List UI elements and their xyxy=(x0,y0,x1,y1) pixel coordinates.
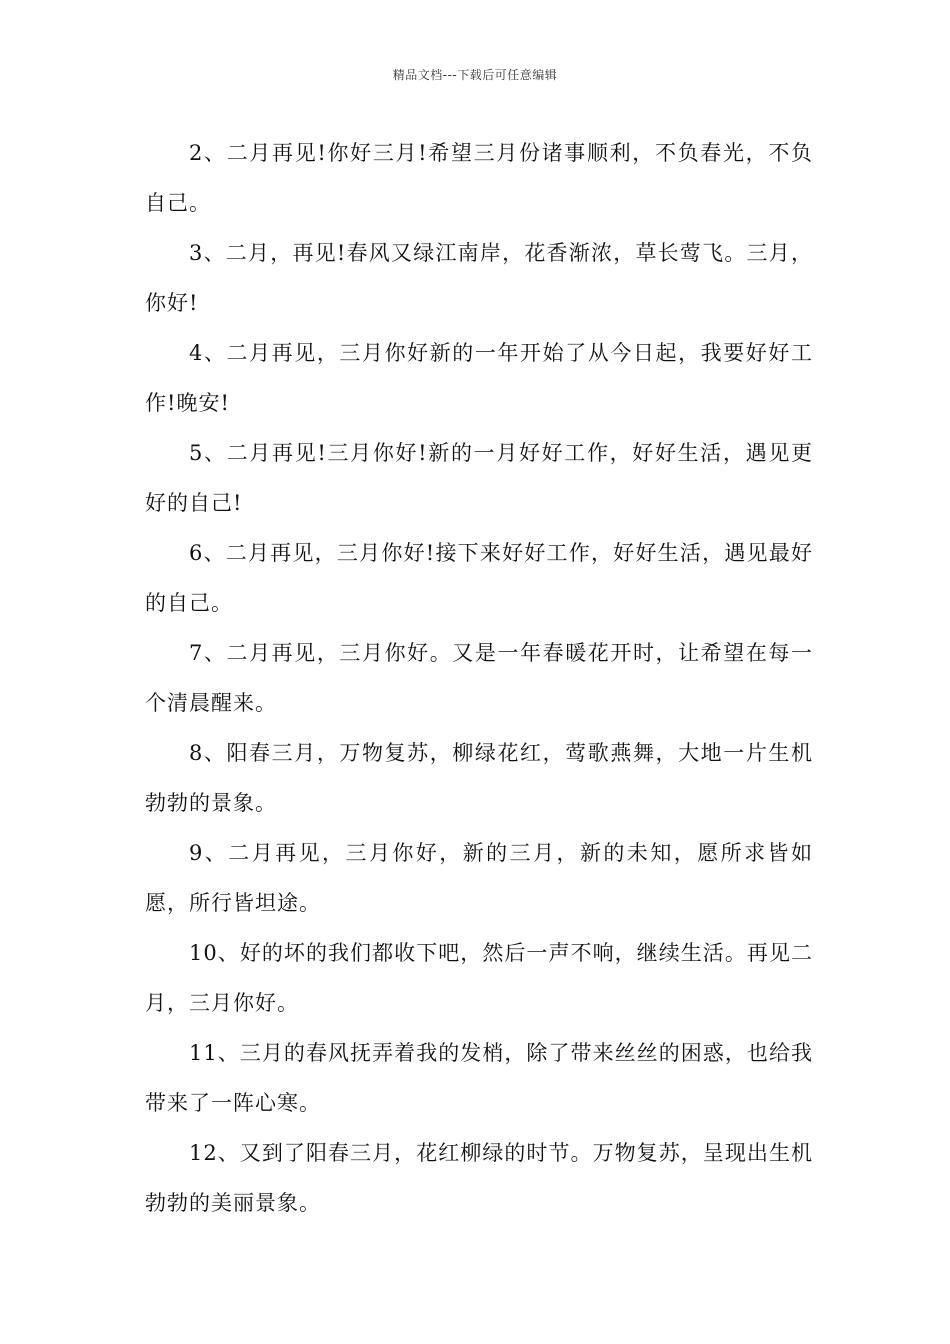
paragraph-10: 10、好的坏的我们都收下吧，然后一声不响，继续生活。再见二月，三月你好。 xyxy=(145,941,813,1015)
paragraph-2: 2、二月再见!你好三月!希望三月份诸事顺利，不负春光，不负自己。 xyxy=(145,141,813,215)
paragraph-6: 6、二月再见，三月你好!接下来好好工作，好好生活，遇见最好的自己。 xyxy=(145,541,813,615)
paragraph-11: 11、三月的春风抚弄着我的发梢，除了带来丝丝的困惑，也给我带来了一阵心寒。 xyxy=(145,1041,813,1115)
paragraph-5: 5、二月再见!三月你好!新的一月好好工作，好好生活，遇见更好的自己! xyxy=(145,441,813,515)
page-header: 精品文档---下载后可任意编辑 xyxy=(392,68,558,82)
document-body xyxy=(145,128,813,1228)
paragraph-9: 9、二月再见，三月你好，新的三月，新的未知，愿所求皆如愿，所行皆坦途。 xyxy=(145,841,813,915)
paragraph-7: 7、二月再见，三月你好。又是一年春暖花开时，让希望在每一个清晨醒来。 xyxy=(145,641,813,715)
paragraph-12: 12、又到了阳春三月，花红柳绿的时节。万物复苏，呈现出生机勃勃的美丽景象。 xyxy=(145,1141,813,1215)
paragraph-4: 4、二月再见，三月你好新的一年开始了从今日起，我要好好工作!晚安! xyxy=(145,341,813,415)
paragraph-3: 3、二月，再见!春风又绿江南岸，花香渐浓，草长莺飞。三月，你好! xyxy=(145,241,813,315)
paragraph-8: 8、阳春三月，万物复苏，柳绿花红，莺歌燕舞，大地一片生机勃勃的景象。 xyxy=(145,741,813,815)
